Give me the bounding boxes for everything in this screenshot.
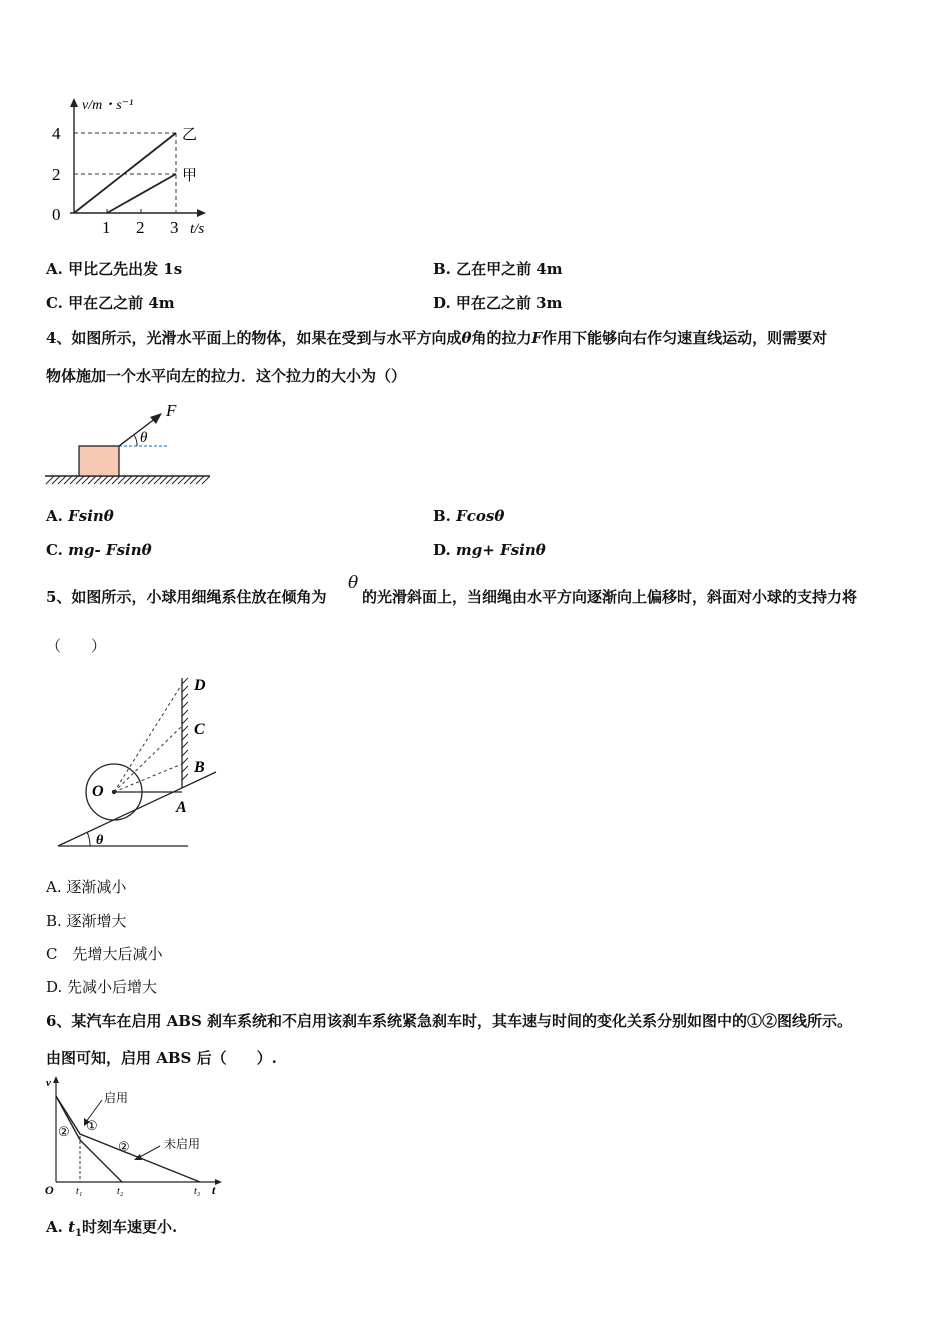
q6-label-circle1: ① (86, 1118, 98, 1133)
q4-option-d[interactable] (433, 540, 546, 560)
q3-ytick-2: 2 (52, 165, 61, 184)
q6-option-a[interactable] (46, 1217, 177, 1244)
q5-label-a: A (176, 799, 187, 816)
q5-incline-figure (50, 668, 230, 858)
q3-x-label: t/s (190, 221, 205, 237)
q5-stem-post: 的光滑斜面上，当细绳由水平方向逐渐向上偏移时，斜面对小球的支持力将 (362, 588, 858, 606)
q4-angle-label: θ (140, 430, 148, 446)
q6-stem-line1: 6、某汽车在启用 ABS 刹车系统和不启用该刹车系统紧急刹车时，其车速与时间的变化关系分别如图中的①②图线所示。 (46, 1012, 853, 1030)
q6-label-t1: t₁ (76, 1186, 83, 1197)
q3-label-yi: 乙 (182, 127, 198, 143)
q3-line-yi (74, 133, 176, 213)
q3-xtick-2: 2 (136, 218, 145, 237)
q4-option-a-prefix: A. (46, 507, 69, 525)
q5-option-a[interactable]: A. 逐渐减小 (46, 878, 127, 896)
q4-option-c[interactable] (46, 540, 152, 560)
q4-stem-theta: θ (461, 329, 472, 347)
q6-label-circle2-right: ② (118, 1139, 130, 1154)
q5-label-o: O (92, 783, 104, 800)
q3-option-a[interactable]: A. 甲比乙先出发 1s (46, 260, 183, 278)
q4-stem-line1 (46, 328, 827, 348)
q6-line-enabled (56, 1096, 122, 1182)
q3-xtick-3: 3 (170, 218, 179, 237)
q5-label-d: D (194, 677, 206, 694)
q4-option-b-text: Fcosθ (456, 507, 505, 525)
q4-stem-pre: 4、如图所示，光滑水平面上的物体，如果在受到与水平方向成 (46, 329, 462, 347)
q4-option-c-prefix: C. (46, 541, 69, 559)
q4-stem-mid: 角的拉力 (471, 329, 532, 347)
q5-stem-theta: θ (348, 573, 359, 593)
q6-label-o: O (45, 1183, 54, 1197)
q3-y-label: v/m・s⁻¹ (82, 98, 134, 113)
q6-label-v: v (46, 1077, 51, 1089)
q3-label-jia: 甲 (182, 168, 198, 184)
q4-option-d-prefix: D. (433, 541, 456, 559)
q6-stem-line2: 由图可知，启用 ABS 后（ ）. (46, 1049, 277, 1067)
q6-label-t: t (212, 1183, 216, 1197)
q3-ytick-4: 4 (52, 124, 61, 143)
q6-label-t2: t₂ (117, 1186, 124, 1197)
q5-option-c[interactable]: C 先增大后减小 (46, 945, 163, 963)
q3-ytick-0: 0 (52, 205, 61, 224)
q4-force-label: F (166, 401, 177, 420)
q3-y-arrow (70, 98, 78, 107)
q5-stem-pre: 5、如图所示，小球用细绳系住放在倾角为 (46, 588, 327, 606)
q5-option-d[interactable]: D. 先减小后增大 (46, 978, 158, 996)
q4-option-d-text: mg+ Fsinθ (455, 541, 546, 559)
q4-option-a-text: Fsinθ (68, 507, 114, 525)
q6-option-a-sub: 1 (75, 1228, 82, 1239)
q4-stem-force: F (531, 329, 543, 347)
q4-option-b[interactable] (433, 506, 504, 526)
q3-xtick-1: 1 (102, 218, 111, 237)
q6-label-disabled: 未启用 (164, 1137, 201, 1151)
q4-stem-line2: 物体施加一个水平向左的拉力．这个拉力的大小为（） (46, 367, 407, 385)
q4-block-figure (40, 398, 220, 490)
q3-option-d[interactable]: D. 甲在乙之前 3m (433, 294, 563, 312)
q3-option-c[interactable]: C. 甲在乙之前 4m (46, 294, 175, 312)
q6-option-a-var: t (68, 1218, 76, 1236)
q4-option-c-text: mg- Fsinθ (68, 541, 152, 559)
q3-option-b[interactable]: B. 乙在甲之前 4m (433, 260, 563, 278)
q4-force-arrow (119, 418, 156, 446)
q6-abs-graph (40, 1074, 230, 1202)
q6-label-t3: t₃ (194, 1186, 201, 1197)
q5-label-b: B (194, 759, 205, 776)
q5-option-b[interactable]: B. 逐渐增大 (46, 912, 127, 930)
q5-label-theta: θ (96, 833, 104, 848)
q4-block (79, 446, 119, 476)
q4-ground-hatch (46, 476, 210, 484)
q4-option-b-prefix: B. (433, 507, 457, 525)
q5-stem-line2: （ ） (46, 637, 107, 655)
q6-option-a-text: 时刻车速更小. (82, 1218, 178, 1236)
q3-vt-graph (40, 95, 240, 245)
q3-x-arrow (197, 209, 206, 217)
q4-option-a[interactable] (46, 506, 114, 526)
q6-option-a-prefix: A. (46, 1218, 69, 1236)
q6-label-circle2-left: ② (58, 1124, 70, 1139)
q6-label-enabled: 启用 (104, 1091, 129, 1105)
q4-stem-post: 作用下能够向右作匀速直线运动，则需要对 (542, 329, 828, 347)
q5-label-c: C (194, 721, 205, 738)
